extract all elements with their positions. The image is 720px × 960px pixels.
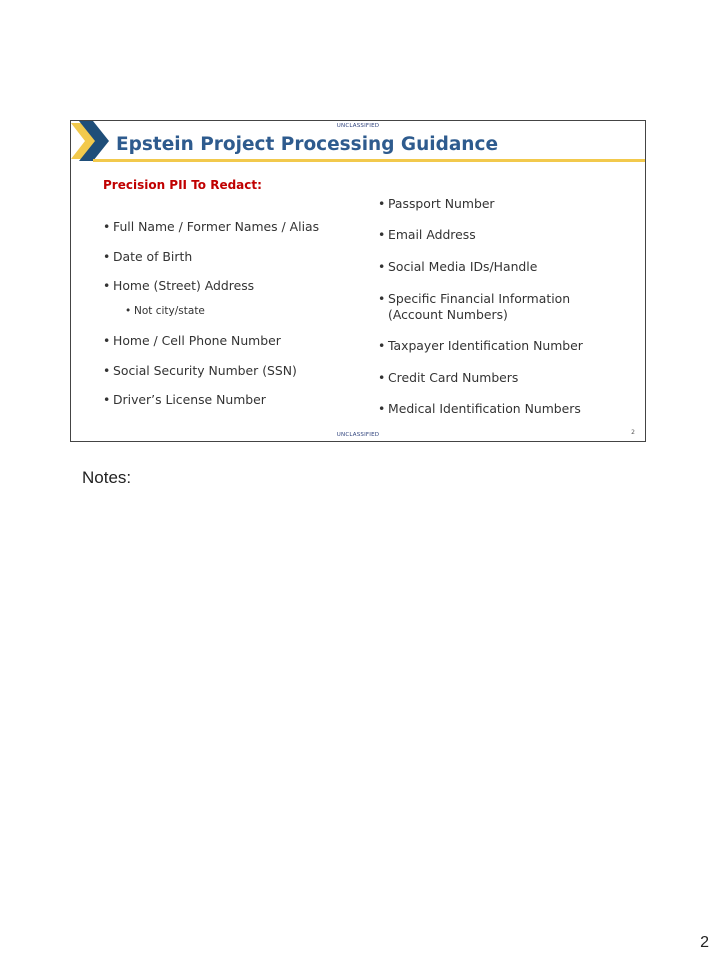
list-item: • Specific Financial Information xyxy=(378,291,571,306)
list-subitem: • Not city/state xyxy=(125,305,205,317)
slide-title: Epstein Project Processing Guidance xyxy=(116,134,498,155)
list-item: • Home (Street) Address xyxy=(103,278,255,293)
list-item: • Medical Identification Numbers xyxy=(378,401,581,416)
classification-bottom: UNCLASSIFIED xyxy=(336,432,380,438)
list-item: • Social Security Number (SSN) xyxy=(103,363,297,378)
slide-number: 2 xyxy=(631,429,635,436)
list-item: • Social Media IDs/Handle xyxy=(378,259,538,274)
list-item: • Passport Number xyxy=(378,196,495,211)
title-divider xyxy=(93,159,645,162)
classification-top: UNCLASSIFIED xyxy=(336,123,380,129)
list-item-continuation: (Account Numbers) xyxy=(388,307,508,322)
list-item: • Date of Birth xyxy=(103,249,193,264)
slide xyxy=(70,120,646,442)
list-item: • Full Name / Former Names / Alias xyxy=(103,219,320,234)
list-item: • Driver’s License Number xyxy=(103,392,266,407)
list-item: • Taxpayer Identification Number xyxy=(378,338,583,353)
list-item: • Email Address xyxy=(378,227,476,242)
list-item: • Home / Cell Phone Number xyxy=(103,333,281,348)
chevron-icon xyxy=(71,121,111,161)
section-heading: Precision PII To Redact: xyxy=(103,178,262,192)
notes-label: Notes: xyxy=(82,468,132,487)
list-item: • Credit Card Numbers xyxy=(378,370,519,385)
page-number: 2 xyxy=(700,934,709,951)
